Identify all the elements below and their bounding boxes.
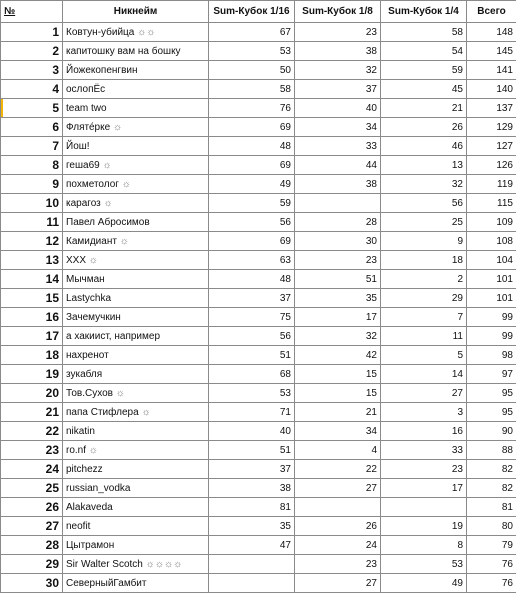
table-row [1,555,516,574]
nickname-text: Цытрамон [66,539,115,551]
table-row [1,118,516,137]
rank-cell: 23 [1,441,63,460]
nickname-text: Тов.Сухов [66,387,113,399]
round-16-cell: 53 [209,42,295,61]
total-cell: 129 [467,118,516,137]
round-16-cell: 37 [209,289,295,308]
table-row [1,498,516,517]
round-4-cell: 25 [381,213,467,232]
round-8-cell: 32 [295,327,381,346]
round-4-cell: 21 [381,99,467,118]
round-16-cell: 47 [209,536,295,555]
table-row [1,441,516,460]
round-8-cell [295,194,381,213]
table-row [1,517,516,536]
nickname-cell [63,194,209,213]
nickname-text: Ковтун-убийца [66,26,135,38]
total-cell: 82 [467,479,516,498]
round-4-cell: 9 [381,232,467,251]
rank-cell: 19 [1,365,63,384]
rank-cell: 28 [1,536,63,555]
round-16-cell: 71 [209,403,295,422]
nickname-cell [63,289,209,308]
nickname-text: карагоз [66,197,101,209]
nickname-text: Lastychka [66,292,112,304]
round-8-cell: 23 [295,251,381,270]
nickname-cell [63,61,209,80]
round-4-cell: 33 [381,441,467,460]
round-16-cell: 53 [209,384,295,403]
nickname-text: а хакиист, например [66,330,161,342]
total-cell: 81 [467,498,516,517]
total-cell: 88 [467,441,516,460]
table-row [1,99,516,118]
nickname-text: Йош! [66,140,90,152]
nickname-cell [63,498,209,517]
table-body [1,23,516,593]
nickname-text: СеверныйГамбит [66,577,147,589]
rank-cell: 26 [1,498,63,517]
round-8-cell: 30 [295,232,381,251]
nickname-text: ro.nf [66,444,87,456]
round-8-cell: 33 [295,137,381,156]
nickname-cell [63,42,209,61]
total-cell: 140 [467,80,516,99]
nickname-cell [63,308,209,327]
round-16-cell [209,574,295,593]
round-4-cell: 7 [381,308,467,327]
total-cell: 108 [467,232,516,251]
total-cell: 79 [467,536,516,555]
round-8-cell: 34 [295,118,381,137]
table-row [1,137,516,156]
rank-cell: 6 [1,118,63,137]
nickname-text: похметолог [66,178,119,190]
nickname-cell [63,137,209,156]
nickname-cell [63,536,209,555]
nickname-text: папа Стифлера [66,406,139,418]
round-8-cell: 15 [295,365,381,384]
round-8-cell: 22 [295,460,381,479]
round-16-cell: 48 [209,270,295,289]
round-8-cell: 37 [295,80,381,99]
rank-cell: 21 [1,403,63,422]
nickname-text: капитошку вам на бошку [66,45,181,57]
table-row [1,251,516,270]
round-4-cell: 16 [381,422,467,441]
rank-cell: 16 [1,308,63,327]
round-8-cell: 15 [295,384,381,403]
award-sun-icon: ☼ [88,444,98,456]
nickname-cell [63,365,209,384]
table-row [1,213,516,232]
round-8-cell: 23 [295,23,381,42]
round-4-cell: 53 [381,555,467,574]
round-16-cell: 75 [209,308,295,327]
header-round-8: Sum-Кубок 1/8 [295,1,381,23]
table-row [1,327,516,346]
total-cell: 101 [467,289,516,308]
rank-cell: 2 [1,42,63,61]
nickname-cell [63,23,209,42]
round-8-cell [295,498,381,517]
round-4-cell: 56 [381,194,467,213]
table-row [1,479,516,498]
award-sun-icon: ☼ [88,254,98,266]
round-16-cell: 67 [209,23,295,42]
nickname-cell [63,232,209,251]
round-4-cell: 11 [381,327,467,346]
round-8-cell: 40 [295,99,381,118]
nickname-text: Фляте́рке [66,121,111,133]
nickname-text: Зачемучкин [66,311,121,323]
nickname-text: Sir Walter Scotch [66,558,143,570]
nickname-cell [63,251,209,270]
round-16-cell: 81 [209,498,295,517]
nickname-text: pitchezz [66,463,103,475]
total-cell: 98 [467,346,516,365]
nickname-cell [63,270,209,289]
nickname-cell [63,156,209,175]
round-4-cell: 26 [381,118,467,137]
round-16-cell: 56 [209,213,295,232]
table-row [1,422,516,441]
round-8-cell: 51 [295,270,381,289]
total-cell: 76 [467,555,516,574]
round-16-cell: 59 [209,194,295,213]
award-sun-icon: ☼☼☼☼ [145,558,183,570]
total-cell: 109 [467,213,516,232]
header-round-16: Sum-Кубок 1/16 [209,1,295,23]
nickname-text: Йожекопенгвин [66,64,138,76]
round-4-cell: 2 [381,270,467,289]
rank-cell: 15 [1,289,63,308]
round-4-cell: 46 [381,137,467,156]
rank-cell: 22 [1,422,63,441]
rank-cell: 20 [1,384,63,403]
nickname-text: nikatin [66,425,95,437]
nickname-cell [63,99,209,118]
total-cell: 99 [467,308,516,327]
total-cell: 119 [467,175,516,194]
rank-cell: 8 [1,156,63,175]
rank-cell: 24 [1,460,63,479]
round-4-cell: 8 [381,536,467,555]
round-16-cell: 68 [209,365,295,384]
total-cell: 99 [467,327,516,346]
round-4-cell: 32 [381,175,467,194]
round-4-cell: 59 [381,61,467,80]
round-8-cell: 28 [295,213,381,232]
total-cell: 141 [467,61,516,80]
total-cell: 101 [467,270,516,289]
total-cell: 90 [467,422,516,441]
round-4-cell: 23 [381,460,467,479]
award-sun-icon: ☼ [112,121,123,133]
rank-cell: 14 [1,270,63,289]
award-sun-icon: ☼ [119,235,129,247]
round-16-cell: 69 [209,232,295,251]
award-sun-icon: ☼ [141,406,151,418]
nickname-cell [63,327,209,346]
round-8-cell: 4 [295,441,381,460]
nickname-text: Павел Абросимов [66,216,150,228]
round-16-cell: 51 [209,441,295,460]
round-4-cell: 18 [381,251,467,270]
round-16-cell: 50 [209,61,295,80]
nickname-cell [63,175,209,194]
rank-cell: 18 [1,346,63,365]
round-16-cell: 48 [209,137,295,156]
round-4-cell: 17 [381,479,467,498]
nickname-cell [63,555,209,574]
round-16-cell: 49 [209,175,295,194]
round-16-cell: 38 [209,479,295,498]
nickname-cell [63,118,209,137]
nickname-cell [63,384,209,403]
table-row [1,194,516,213]
round-8-cell: 35 [295,289,381,308]
header-row [1,1,516,23]
table-row [1,346,516,365]
round-16-cell: 37 [209,460,295,479]
table-row [1,61,516,80]
nickname-text: зукабля [66,368,103,380]
total-cell: 137 [467,99,516,118]
total-cell: 148 [467,23,516,42]
round-16-cell: 69 [209,118,295,137]
nickname-text: Мычман [66,273,105,285]
round-8-cell: 27 [295,574,381,593]
total-cell: 127 [467,137,516,156]
round-4-cell: 13 [381,156,467,175]
round-16-cell: 58 [209,80,295,99]
table-row [1,384,516,403]
table-row [1,232,516,251]
round-4-cell: 27 [381,384,467,403]
table-row [1,80,516,99]
total-cell: 95 [467,403,516,422]
header-nick: Никнейм [63,1,209,23]
nickname-cell [63,479,209,498]
table-row [1,536,516,555]
nickname-cell [63,422,209,441]
award-sun-icon: ☼ [102,159,112,171]
round-16-cell: 51 [209,346,295,365]
total-cell: 82 [467,460,516,479]
total-cell: 115 [467,194,516,213]
rank-cell: 13 [1,251,63,270]
nickname-text: XXX [66,254,87,266]
total-cell: 76 [467,574,516,593]
header-total: Всего [467,1,516,23]
nickname-cell [63,346,209,365]
nickname-text: геша69 [66,159,100,171]
rank-cell: 17 [1,327,63,346]
rank-cell: 12 [1,232,63,251]
round-4-cell: 29 [381,289,467,308]
award-sun-icon: ☼ [103,197,113,209]
table-row [1,175,516,194]
nickname-text: ослопЁс [66,83,106,95]
table-row [1,365,516,384]
round-16-cell: 56 [209,327,295,346]
round-4-cell: 54 [381,42,467,61]
total-cell: 97 [467,365,516,384]
round-8-cell: 17 [295,308,381,327]
round-4-cell: 5 [381,346,467,365]
nickname-cell [63,574,209,593]
total-cell: 104 [467,251,516,270]
round-16-cell: 63 [209,251,295,270]
nickname-text: нахренот [66,349,109,361]
round-4-cell: 45 [381,80,467,99]
round-16-cell: 69 [209,156,295,175]
rank-cell: 3 [1,61,63,80]
total-cell: 80 [467,517,516,536]
table-row [1,23,516,42]
rank-cell: 11 [1,213,63,232]
table-row [1,270,516,289]
nickname-cell [63,213,209,232]
round-8-cell: 42 [295,346,381,365]
round-8-cell: 34 [295,422,381,441]
rank-cell: 1 [1,23,63,42]
total-cell: 145 [467,42,516,61]
nickname-cell [63,80,209,99]
round-8-cell: 23 [295,555,381,574]
rank-cell: 27 [1,517,63,536]
nickname-text: Alakaveda [66,501,113,513]
nickname-text: neofit [66,520,91,532]
round-16-cell: 35 [209,517,295,536]
award-sun-icon: ☼ [115,387,125,399]
table-row [1,403,516,422]
round-4-cell: 14 [381,365,467,384]
rank-cell: 7 [1,137,63,156]
round-16-cell: 76 [209,99,295,118]
award-sun-icon: ☼ [121,178,131,190]
rank-cell: 29 [1,555,63,574]
total-cell: 95 [467,384,516,403]
table-row [1,42,516,61]
table-row [1,460,516,479]
round-8-cell: 38 [295,42,381,61]
round-8-cell: 24 [295,536,381,555]
award-sun-icon: ☼☼ [137,26,156,38]
rank-cell: 9 [1,175,63,194]
round-16-cell: 40 [209,422,295,441]
header-round-4: Sum-Кубок 1/4 [381,1,467,23]
round-8-cell: 32 [295,61,381,80]
nickname-cell [63,460,209,479]
rank-cell: 10 [1,194,63,213]
table-row [1,574,516,593]
round-16-cell [209,555,295,574]
rank-cell: 5 [1,99,63,118]
rank-cell: 30 [1,574,63,593]
round-4-cell: 3 [381,403,467,422]
round-4-cell: 49 [381,574,467,593]
nickname-cell [63,403,209,422]
round-4-cell: 58 [381,23,467,42]
total-cell: 126 [467,156,516,175]
round-8-cell: 38 [295,175,381,194]
round-8-cell: 21 [295,403,381,422]
nickname-cell [63,441,209,460]
table-row [1,289,516,308]
round-4-cell [381,498,467,517]
header-num: № [1,1,63,23]
round-8-cell: 26 [295,517,381,536]
table-row [1,156,516,175]
round-8-cell: 27 [295,479,381,498]
round-4-cell: 19 [381,517,467,536]
round-8-cell: 44 [295,156,381,175]
rank-cell: 25 [1,479,63,498]
nickname-cell [63,517,209,536]
nickname-text: team two [66,102,107,114]
nickname-text: Камидиант [66,235,117,247]
table-row [1,308,516,327]
nickname-text: russian_vodka [66,482,131,494]
rank-cell: 4 [1,80,63,99]
